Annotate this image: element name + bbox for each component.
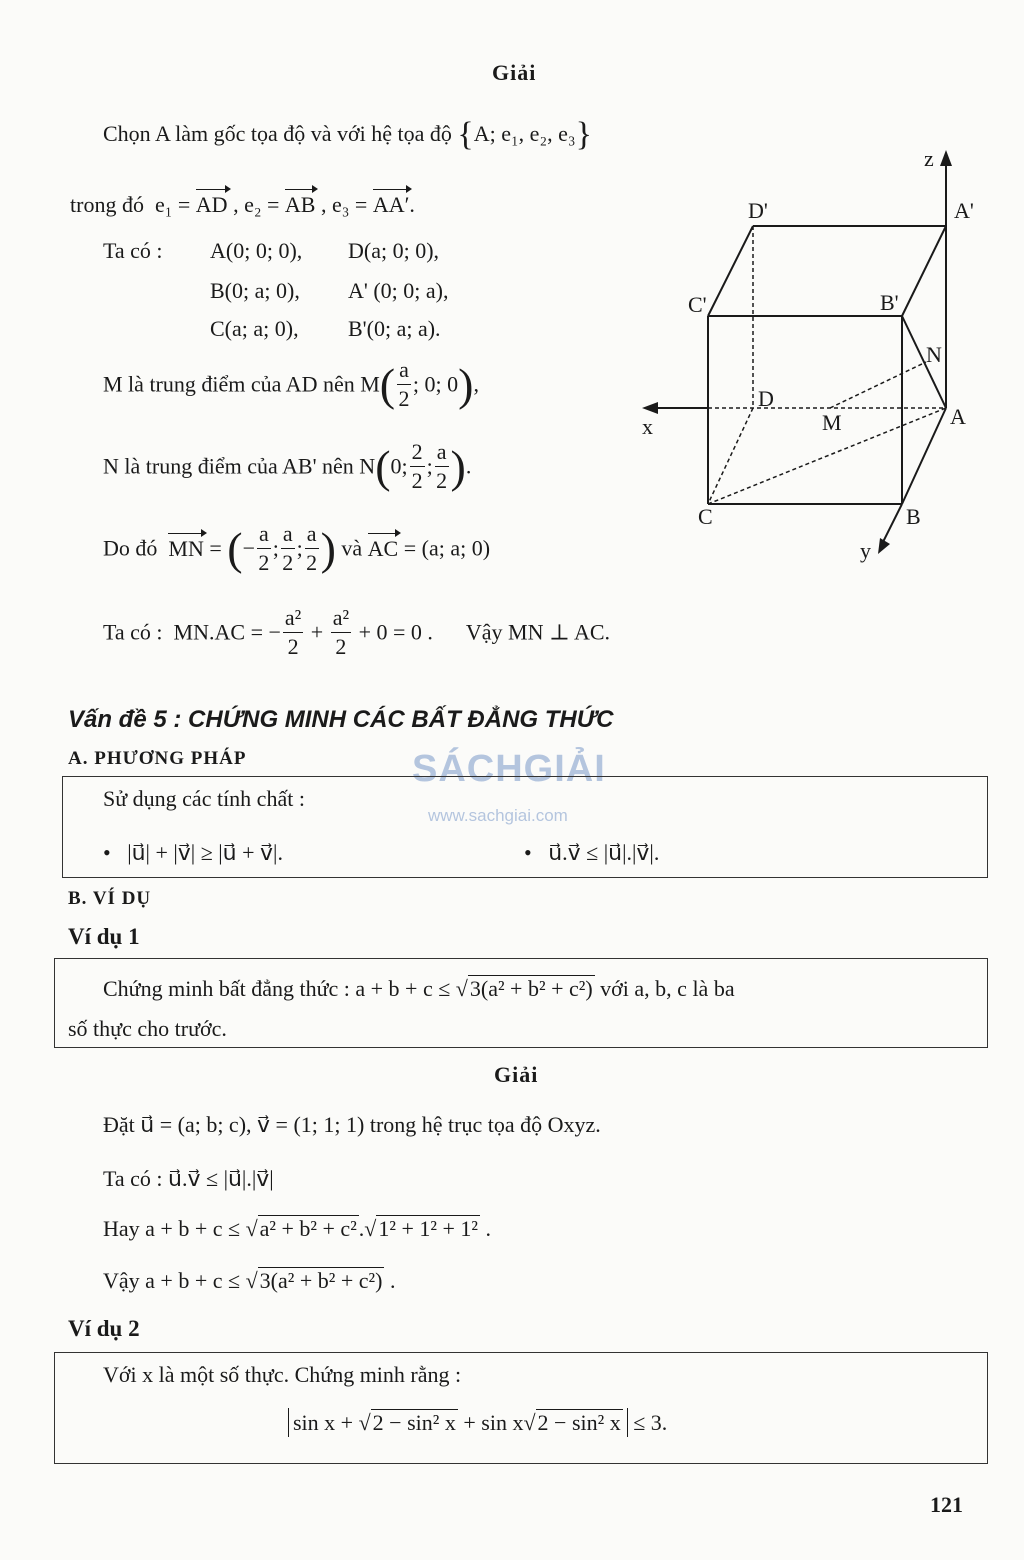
dot-plus: + <box>305 619 329 645</box>
e2-text: , e₂ = <box>227 192 285 217</box>
y-arrow-head <box>878 538 890 554</box>
midpoint-N-text: N là trung điểm của AB' nên N <box>103 453 376 479</box>
label-x: x <box>642 414 653 439</box>
page-number: 121 <box>930 1492 963 1517</box>
coord-A-prime: A' (0; 0; a), <box>348 278 449 303</box>
cube-figure <box>630 140 1000 570</box>
watermark-logo: SÁCHGIẢI <box>412 748 606 790</box>
M-frac-den: 2 <box>398 386 410 411</box>
x-arrow-head <box>642 402 658 414</box>
example1-statement-b: với a, b, c là ba <box>594 976 735 1001</box>
vector-AC: AC <box>367 535 399 561</box>
f-sqrt1: 2 − sin² x <box>372 1410 456 1435</box>
conclusion: Vậy MN ⊥ AC. <box>465 619 611 645</box>
f-a: sin x + <box>293 1410 359 1435</box>
f-sqrt2: 2 − sin² x <box>537 1410 621 1435</box>
midpoint-M-text: M là trung điểm của AD nên M <box>103 371 380 397</box>
label-Ap: A' <box>954 198 974 223</box>
N-frac1-num: 2 <box>410 438 425 467</box>
label-C: C <box>698 504 713 529</box>
label-Dp: D' <box>748 198 768 223</box>
f-b: + sin x <box>457 1410 524 1435</box>
N-frac2-num: a <box>435 438 449 467</box>
example1-line3-dot: . <box>358 1216 365 1241</box>
example1-line4: Vậy a + b + c ≤ √3(a² + b² + c²) . <box>103 1268 396 1293</box>
example1-line3-sqrt2: 1² + 1² + 1² <box>378 1216 478 1241</box>
example1-statement: Chứng minh bất đẳng thức : a + b + c ≤ √3(a² + b² + c²) với a, b, c là ba <box>103 976 735 1001</box>
bullet-2: • u⃗.v⃗ ≤ |u⃗|.|v⃗|. <box>524 840 660 865</box>
solution-heading: Giải <box>492 60 537 85</box>
MN-frac-1 <box>257 520 271 577</box>
label-B: B <box>906 504 921 529</box>
label-M: M <box>822 410 842 435</box>
dot-frac1-num: a² <box>283 604 303 633</box>
edge-A-B <box>902 408 946 504</box>
N-fraction-2 <box>435 438 449 495</box>
midpoint-M-line: M là trung điểm của AD nên M( $\frac{a}{2}$ ; 0; 0), <box>103 357 479 411</box>
left-brace: { <box>457 116 474 153</box>
example2-formula <box>288 1410 667 1436</box>
watermark-site: www.sachgiai.com <box>428 806 568 825</box>
method-intro: Sử dụng các tính chất : <box>103 786 305 811</box>
label-Bp: B' <box>880 290 899 315</box>
example1-solution-heading: Giải <box>494 1062 539 1087</box>
MN-frac1-den: 2 <box>258 550 270 575</box>
N-fraction-1 <box>410 438 425 495</box>
example1-line4-sqrt: 3(a² + b² + c²) <box>259 1268 383 1293</box>
vector-AA-prime: AA′ <box>372 192 410 217</box>
M-fraction <box>397 356 411 413</box>
coord-C: C(a; a; 0), <box>210 316 299 341</box>
label-N: N <box>926 342 942 367</box>
dot-prefix: Ta có : <box>103 619 163 645</box>
inequality-2: u⃗.v⃗ ≤ |u⃗|.|v⃗|. <box>548 840 660 865</box>
f-end: ≤ 3. <box>633 1410 668 1435</box>
example1-line3: Hay a + b + c ≤ √a² + b² + c².√1² + 1² + 1² . <box>103 1216 491 1241</box>
MN-frac2-den: 2 <box>282 550 294 575</box>
MN-frac3-num: a <box>305 520 319 549</box>
coord-B-prime: B'(0; a; a). <box>348 316 441 341</box>
z-arrow-head <box>940 150 952 166</box>
dot-frac2-den: 2 <box>335 634 347 659</box>
label-A: A <box>950 404 966 429</box>
MN-frac3-den: 2 <box>306 550 318 575</box>
example2-title: Ví dụ 2 <box>68 1316 140 1341</box>
coords-label: Ta có : <box>103 238 163 263</box>
coord-B: B(0; a; 0), <box>210 278 300 303</box>
basis-definition-line <box>70 192 415 218</box>
edge-Dp-Cp <box>708 226 753 316</box>
MN-and: và <box>341 535 363 561</box>
N-frac2-den: 2 <box>436 468 448 493</box>
vector-MN: MN <box>168 535 204 561</box>
label-D: D <box>758 386 774 411</box>
midpoint-N-line: N là trung điểm của AB' nên N(0; $\frac{2}{2}$ ; $\frac{a}{2}$ ). <box>103 439 472 493</box>
dot-product-line <box>103 604 610 661</box>
absolute-value: sin x + √2 − sin² x + sin x√2 − sin² x <box>288 1408 628 1437</box>
edge-Ap-Bp <box>902 226 946 316</box>
example1-line1: Đặt u⃗ = (a; b; c), v⃗ = (1; 1; 1) trong hệ trục tọa độ Oxyz. <box>103 1112 601 1137</box>
N-frac1-den: 2 <box>411 468 423 493</box>
label-Cp: C' <box>688 292 707 317</box>
example1-sqrt: 3(a² + b² + c²) <box>469 976 593 1001</box>
vector-AB: AB <box>284 192 316 217</box>
where-prefix: trong đó <box>70 192 144 217</box>
example1-line2: Ta có : u⃗.v⃗ ≤ |u⃗|.|v⃗| <box>103 1166 274 1191</box>
method-heading: A. PHƯƠNG PHÁP <box>68 748 247 769</box>
example1-statement-a: Chứng minh bất đẳng thức : a + b + c ≤ <box>103 976 451 1001</box>
choose-origin-text: Chọn A làm gốc tọa độ và với hệ tọa độ <box>103 121 452 146</box>
dot-end: + 0 = 0 . <box>353 619 433 645</box>
hidden-edge-D-C <box>708 408 753 504</box>
example1-line3-a: Hay a + b + c ≤ <box>103 1216 241 1241</box>
section-title: Vấn đề 5 : CHỨNG MINH CÁC BẤT ĐẲNG THỨC <box>68 706 614 733</box>
coord-D: D(a; 0; 0), <box>348 238 440 263</box>
M-rest: ; 0; 0 <box>412 371 459 397</box>
example1-line3-sqrt1: a² + b² + c² <box>259 1216 357 1241</box>
example1-title: Ví dụ 1 <box>68 924 140 949</box>
bullet-1: • |u⃗| + |v⃗| ≥ |u⃗ + v⃗|. <box>103 840 283 865</box>
dot-frac1-den: 2 <box>287 634 299 659</box>
end-dot: . <box>409 192 415 217</box>
segment-MN <box>830 362 926 408</box>
right-brace: } <box>575 116 592 153</box>
dot-eq: = − <box>245 619 281 645</box>
MN-prefix: Do đó <box>103 535 158 561</box>
example1-line4-a: Vậy a + b + c ≤ <box>103 1268 241 1293</box>
example1-line3-end: . <box>479 1216 491 1241</box>
basis-text: A; e₁, e₂, e₃ <box>473 121 576 146</box>
N-first: 0; <box>390 453 408 479</box>
example1-statement-line2: số thực cho trước. <box>68 1016 227 1041</box>
dot-expr: MN.AC <box>173 619 246 645</box>
label-z: z <box>924 146 934 171</box>
choose-origin-line <box>103 116 592 154</box>
MN-eq: = <box>203 535 228 561</box>
vector-AD: AD <box>195 192 228 217</box>
inequality-1: |u⃗| + |v⃗| ≥ |u⃗ + v⃗|. <box>127 840 283 865</box>
example-heading: B. VÍ DỤ <box>68 888 152 909</box>
coord-A: A(0; 0; 0), <box>210 238 303 263</box>
label-y: y <box>860 538 871 563</box>
e1-text: e₁ = <box>154 192 196 217</box>
dot-frac-1 <box>283 604 303 661</box>
e3-text: , e₃ = <box>315 192 373 217</box>
MN-frac1-num: a <box>257 520 271 549</box>
MN-frac2-num: a <box>281 520 295 549</box>
dot-frac2-num: a² <box>331 604 351 633</box>
MN-frac-3 <box>305 520 319 577</box>
example2-statement: Với x là một số thực. Chứng minh rằng : <box>103 1362 462 1387</box>
MN-frac-2 <box>281 520 295 577</box>
AC-value: = (a; a; 0) <box>398 535 491 561</box>
M-frac-num: a <box>397 356 411 385</box>
y-axis <box>882 504 902 544</box>
example1-line4-end: . <box>384 1268 396 1293</box>
vector-MN-line: Do đó MN = (− $\frac{a}{2}$ ; $\frac{a}{2}$ ; $\frac{a}{2}$ ) và AC = (a; a; 0) <box>103 521 491 575</box>
dot-frac-2 <box>331 604 351 661</box>
